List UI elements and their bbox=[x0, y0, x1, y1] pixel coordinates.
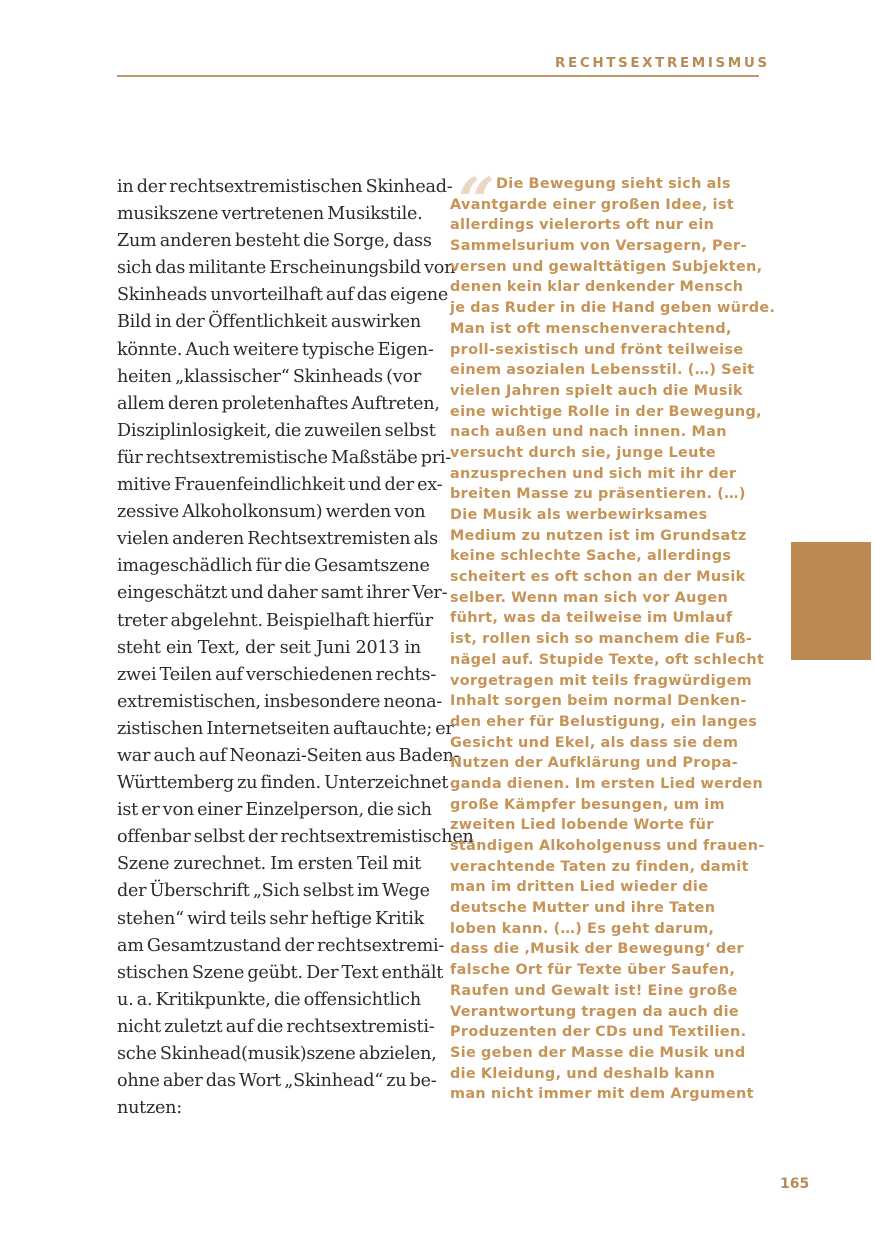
header-rule bbox=[117, 75, 759, 77]
body-text-line: Zum anderen besteht die Sorge, dass bbox=[117, 231, 432, 252]
quote-text-line: die Kleidung, und deshalb kann bbox=[450, 1065, 716, 1082]
quote-text-line: denen kein klar denkender Mensch bbox=[450, 279, 744, 296]
quote-text-line: breiten Masse zu präsentieren. (…) bbox=[450, 486, 746, 503]
body-text-line: in der rechtsextremistischen Skinhead- bbox=[117, 177, 453, 197]
body-text-line: offenbar selbst der rechtsextremistischen bbox=[117, 827, 474, 848]
quote-text-line: man nicht immer mit dem Argument bbox=[450, 1086, 754, 1103]
body-text-line: treter abgelehnt. Beispielhaft hierfür bbox=[117, 610, 433, 631]
body-text-line: zwei Teilen auf verschiedenen rechts- bbox=[117, 664, 437, 685]
running-header: RECHTSEXTREMISMUS bbox=[555, 55, 770, 71]
body-text-line: heiten „klassischer“ Skinheads (vor bbox=[117, 366, 421, 387]
quote-text-line: scheitert es oft schon an der Musik bbox=[450, 569, 746, 586]
body-text-line: könnte. Auch weitere typische Eigen- bbox=[117, 339, 434, 360]
quote-text-line: versen und gewalttätigen Subjekten, bbox=[450, 258, 763, 275]
pull-quote bbox=[450, 174, 776, 1105]
body-text-line: Skinheads unvorteilhaft auf das eigene bbox=[117, 285, 448, 306]
quote-text-line: falsche Ort für Texte über Saufen, bbox=[450, 962, 736, 979]
quote-text-line: Sie geben der Masse die Musik und bbox=[450, 1044, 746, 1061]
quote-text-line: einem asozialen Lebensstil. (…) Seit bbox=[450, 362, 755, 379]
body-text-line: musikszene vertretenen Musikstile. bbox=[117, 204, 423, 225]
body-text-line: extremistischen, insbesondere neona- bbox=[117, 691, 443, 712]
body-text-line: zessive Alkoholkonsum) werden von bbox=[117, 502, 426, 523]
quote-text-line: Die Musik als werbewirksames bbox=[450, 507, 708, 523]
body-text-line: eingeschätzt und daher samt ihrer Ver- bbox=[117, 583, 448, 604]
quote-text-line: Produzenten der CDs und Textilien. bbox=[450, 1024, 747, 1041]
body-text-line: Bild in der Öffentlichkeit auswirken bbox=[117, 312, 421, 333]
body-text-line: ist er von einer Einzelperson, die sich bbox=[117, 800, 432, 821]
section-tab-marker bbox=[791, 542, 871, 660]
quote-text-line: versucht durch sie, junge Leute bbox=[450, 444, 717, 461]
body-text-column bbox=[117, 174, 474, 1122]
page-number: 165 bbox=[780, 1176, 810, 1192]
quote-text-line: Raufen und Gewalt ist! Eine große bbox=[450, 982, 738, 999]
body-text-line: sche Skinhead(musik)szene abzielen, bbox=[117, 1044, 437, 1064]
quote-text-line: Nutzen der Aufklärung und Propa- bbox=[450, 755, 738, 772]
body-text-line: zistischen Internetseiten auftauchte; er bbox=[117, 718, 454, 739]
body-text-line: für rechtsextremistische Maßstäbe pri- bbox=[117, 447, 451, 468]
quote-text-line: Avantgarde einer großen Idee, ist bbox=[450, 196, 735, 213]
quote-text-line: selber. Wenn man sich vor Augen bbox=[450, 589, 729, 606]
body-text-line: der Überschrift „Sich selbst im Wege bbox=[117, 881, 430, 902]
quote-text-line: den eher für Belustigung, ein langes bbox=[450, 713, 758, 730]
body-text-line: mitive Frauenfeindlichkeit und der ex- bbox=[117, 475, 443, 496]
quote-text-line: vorgetragen mit teils fragwürdigem bbox=[450, 672, 753, 689]
quote-text-line: anzusprechen und sich mit ihr der bbox=[450, 465, 737, 482]
quote-text-line: keine schlechte Sache, allerdings bbox=[450, 548, 732, 565]
quote-text-line: nägel auf. Stupide Texte, oft schlecht bbox=[450, 651, 765, 668]
quote-text-line: proll-sexistisch und frönt teilweise bbox=[450, 341, 744, 358]
quote-text-line: nach außen und nach innen. Man bbox=[450, 424, 727, 441]
quote-text-line: man im dritten Lied wieder die bbox=[450, 879, 709, 896]
quote-text-line: deutsche Mutter und ihre Taten bbox=[450, 900, 716, 917]
body-text-line: stehen“ wird teils sehr heftige Kritik bbox=[117, 908, 425, 929]
body-text-line: stischen Szene geübt. Der Text enthält bbox=[117, 962, 444, 983]
quote-text-line: ist, rollen sich so manchem die Fuß- bbox=[450, 631, 753, 648]
quote-text-line: führt, was da teilweise im Umlauf bbox=[450, 610, 733, 627]
quote-text-line: Medium zu nutzen ist im Grundsatz bbox=[450, 527, 747, 544]
body-text-line: sich das militante Erscheinungsbild von bbox=[117, 258, 456, 279]
quote-text-line: Die Bewegung sieht sich als bbox=[496, 176, 731, 192]
quote-open-mark: “ bbox=[458, 164, 495, 239]
body-text-line: nutzen: bbox=[117, 1098, 182, 1119]
quote-text-line: Sammelsurium von Versagern, Per- bbox=[450, 238, 747, 255]
body-text-line: war auch auf Neonazi-Seiten aus Baden- bbox=[117, 745, 460, 766]
body-text-line: steht ein Text, der seit Juni 2013 in bbox=[117, 637, 421, 658]
body-text-line: Disziplinlosigkeit, die zuweilen selbst bbox=[117, 420, 436, 441]
quote-text-line: allerdings vielerorts oft nur ein bbox=[450, 217, 715, 234]
quote-text-line: Inhalt sorgen beim normal Denken- bbox=[450, 693, 747, 710]
body-text-line: nicht zuletzt auf die rechtsextremisti- bbox=[117, 1016, 435, 1037]
quote-text-line: vielen Jahren spielt auch die Musik bbox=[450, 382, 743, 399]
quote-text-line: Verantwortung tragen da auch die bbox=[450, 1003, 739, 1020]
body-text-line: imageschädlich für die Gesamtszene bbox=[117, 556, 430, 577]
quote-text-line: Gesicht und Ekel, als dass sie dem bbox=[450, 734, 739, 751]
quote-text-line: zweiten Lied lobende Worte für bbox=[450, 817, 714, 834]
body-text-line: Szene zurechnet. Im ersten Teil mit bbox=[117, 854, 421, 875]
quote-text-line: verachtende Taten zu finden, damit bbox=[450, 858, 749, 875]
quote-text-line: dass die ‚Musik der Bewegung‘ der bbox=[450, 941, 744, 958]
quote-text-line: je das Ruder in die Hand geben würde. bbox=[450, 300, 776, 317]
quote-text-line: große Kämpfer besungen, um im bbox=[450, 796, 725, 813]
quote-text-line: loben kann. (…) Es geht darum, bbox=[450, 920, 715, 937]
quote-text-line: eine wichtige Rolle in der Bewegung, bbox=[450, 403, 762, 420]
body-text-line: am Gesamtzustand der rechtsextremi- bbox=[117, 935, 445, 956]
quote-text-line: ständigen Alkoholgenuss und frauen- bbox=[450, 838, 765, 854]
body-text-line: allem deren proletenhaftes Auftreten, bbox=[117, 393, 440, 414]
body-text-line: u. a. Kritikpunkte, die offensichtlich bbox=[117, 989, 421, 1010]
quote-text-line: ganda dienen. Im ersten Lied werden bbox=[450, 775, 764, 792]
quote-text-line: Man ist oft menschenverachtend, bbox=[450, 320, 732, 337]
body-text-line: ohne aber das Wort „Skinhead“ zu be- bbox=[117, 1071, 437, 1092]
body-text-line: vielen anderen Rechtsextremisten als bbox=[117, 529, 438, 550]
body-text-line: Württemberg zu finden. Unterzeichnet bbox=[117, 773, 449, 794]
